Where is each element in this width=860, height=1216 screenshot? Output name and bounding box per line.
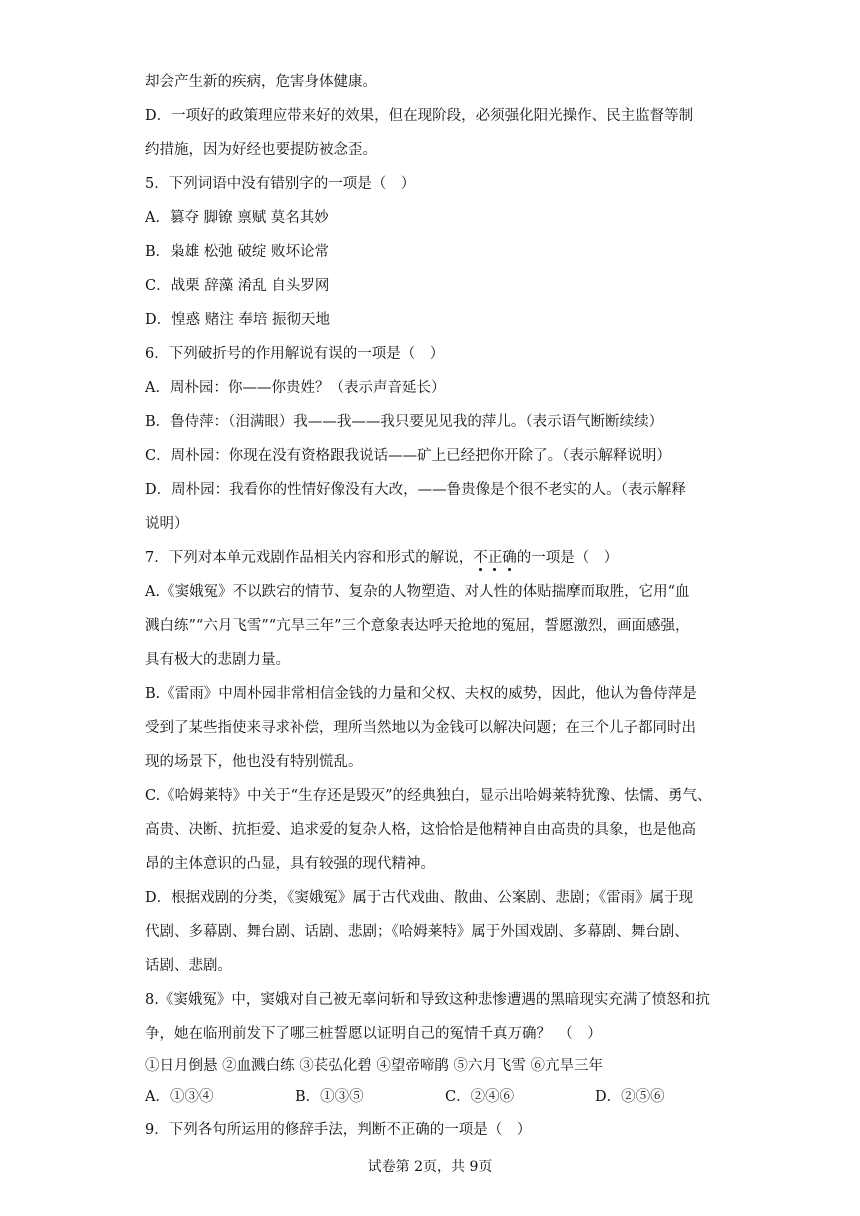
page-footer: 试卷第 2页，共 9页 [367,1159,493,1175]
choice-list-q8: ①日月倒悬 ②血溅白练 ③苌弘化碧 ④望帝啼鹃 ⑤六月飞雪 ⑥亢旱三年 [145,1058,604,1074]
question-5: 5．下列词语中没有错别字的一项是（ ） [145,176,416,192]
option-b-q8: B．①③⑤ [295,1089,364,1105]
option-a-q5: A．篡夺 脚镣 禀赋 莫名其妙 [145,210,329,226]
option-a-q7: A.《窦娥冤》不以跌宕的情节、复杂的人物塑造、对人性的体贴揣摩而取胜，它用“血 [145,584,690,600]
text-line: 约措施，因为好经也要提防被念歪。 [145,142,377,158]
text-line: 高贵、决断、抗拒爱、追求爱的复杂人格，这恰恰是他精神自由高贵的具象，也是他高 [145,822,696,838]
question-8: 8.《窦娥冤》中，窦娥对自己被无辜问斩和导致这种悲惨遭遇的黑暗现实充满了愤怒和抗 [145,992,710,1008]
option-d-q6: D．周朴园：我看你的性情好像没有大改，——鲁贵像是个很不老实的人。（表示解释 [145,482,686,498]
text-line: 现的场景下，他也没有特别慌乱。 [145,754,363,770]
text-line: 代剧、多幕剧、舞台剧、话剧、悲剧；《哈姆莱特》属于外国戏剧、多幕剧、舞台剧、 [145,924,689,940]
text-line: 溅白练”“六月飞雪”“亢旱三年”三个意象表达呼天抢地的冤屈，誓愿激烈，画面感强， [145,618,690,634]
text-line: 具有极大的悲剧力量。 [145,652,290,668]
text-line: 争，她在临刑前发下了哪三桩誓愿以证明自己的冤情千真万确？ （ ） [145,1026,602,1042]
emphasis-char: 正 [487,550,503,566]
emphasis-char: 确 [502,550,517,566]
option-c-q7: C.《哈姆莱特》中关于“生存还是毁灭”的经典独白，显示出哈姆莱特犹豫、怯懦、勇气、 [145,788,712,804]
option-a-q8: A．①③④ [145,1089,214,1105]
option-a-q6: A．周朴园：你——你贵姓？（表示声音延长） [145,380,446,396]
text-line: 昂的主体意识的凸显，具有较强的现代精神。 [145,856,435,872]
question-6: 6．下列破折号的作用解说有误的一项是（ ） [145,346,445,362]
option-b-q5: B．枭雄 松弛 破绽 败坏论常 [145,244,329,260]
question-7-stem: 7．下列对本单元戏剧作品相关内容和形式的解说， [145,550,474,566]
option-b-q7: B.《雷雨》中周朴园非常相信金钱的力量和父权、夫权的威势，因此，他认为鲁侍萍是 [145,686,697,702]
option-b-q6: B．鲁侍萍：（泪满眼）我——我——我只要见见我的萍儿。（表示语气断断续续） [145,414,664,430]
option-d-q8: D．②⑤⑥ [595,1089,665,1105]
option-c-q6: C．周朴园：你现在没有资格跟我说话——矿上已经把你开除了。（表示解释说明） [145,448,671,464]
text-line: 却会产生新的疾病，危害身体健康。 [145,74,377,90]
question-7-tail: 的一项是（ ） [516,550,619,566]
text-line: 受到了某些指使来寻求补偿，理所当然地以为金钱可以解决问题；在三个儿子都同时出 [145,720,696,736]
question-9: 9．下列各句所运用的修辞手法，判断不正确的一项是（ ） [145,1122,532,1138]
text-line: 说明） [145,516,189,532]
option-c-q8: C．②④⑥ [445,1089,515,1105]
question-7 [145,548,725,568]
option-c-q5: C．战栗 辞藻 淆乱 自头罗网 [145,278,330,294]
text-line: 话剧、悲剧。 [145,958,232,974]
option-d-q5: D．惶惑 赌注 奉培 振彻天地 [145,312,330,328]
option-d-q4: D．一项好的政策理应带来好的效果，但在现阶段，必须强化阳光操作、民主监督等制 [145,108,694,124]
option-d-q7: D．根据戏剧的分类，《窦娥冤》属于古代戏曲、散曲、公案剧、悲剧；《雷雨》属于现 [145,890,694,906]
emphasis-char: 不 [473,550,488,566]
